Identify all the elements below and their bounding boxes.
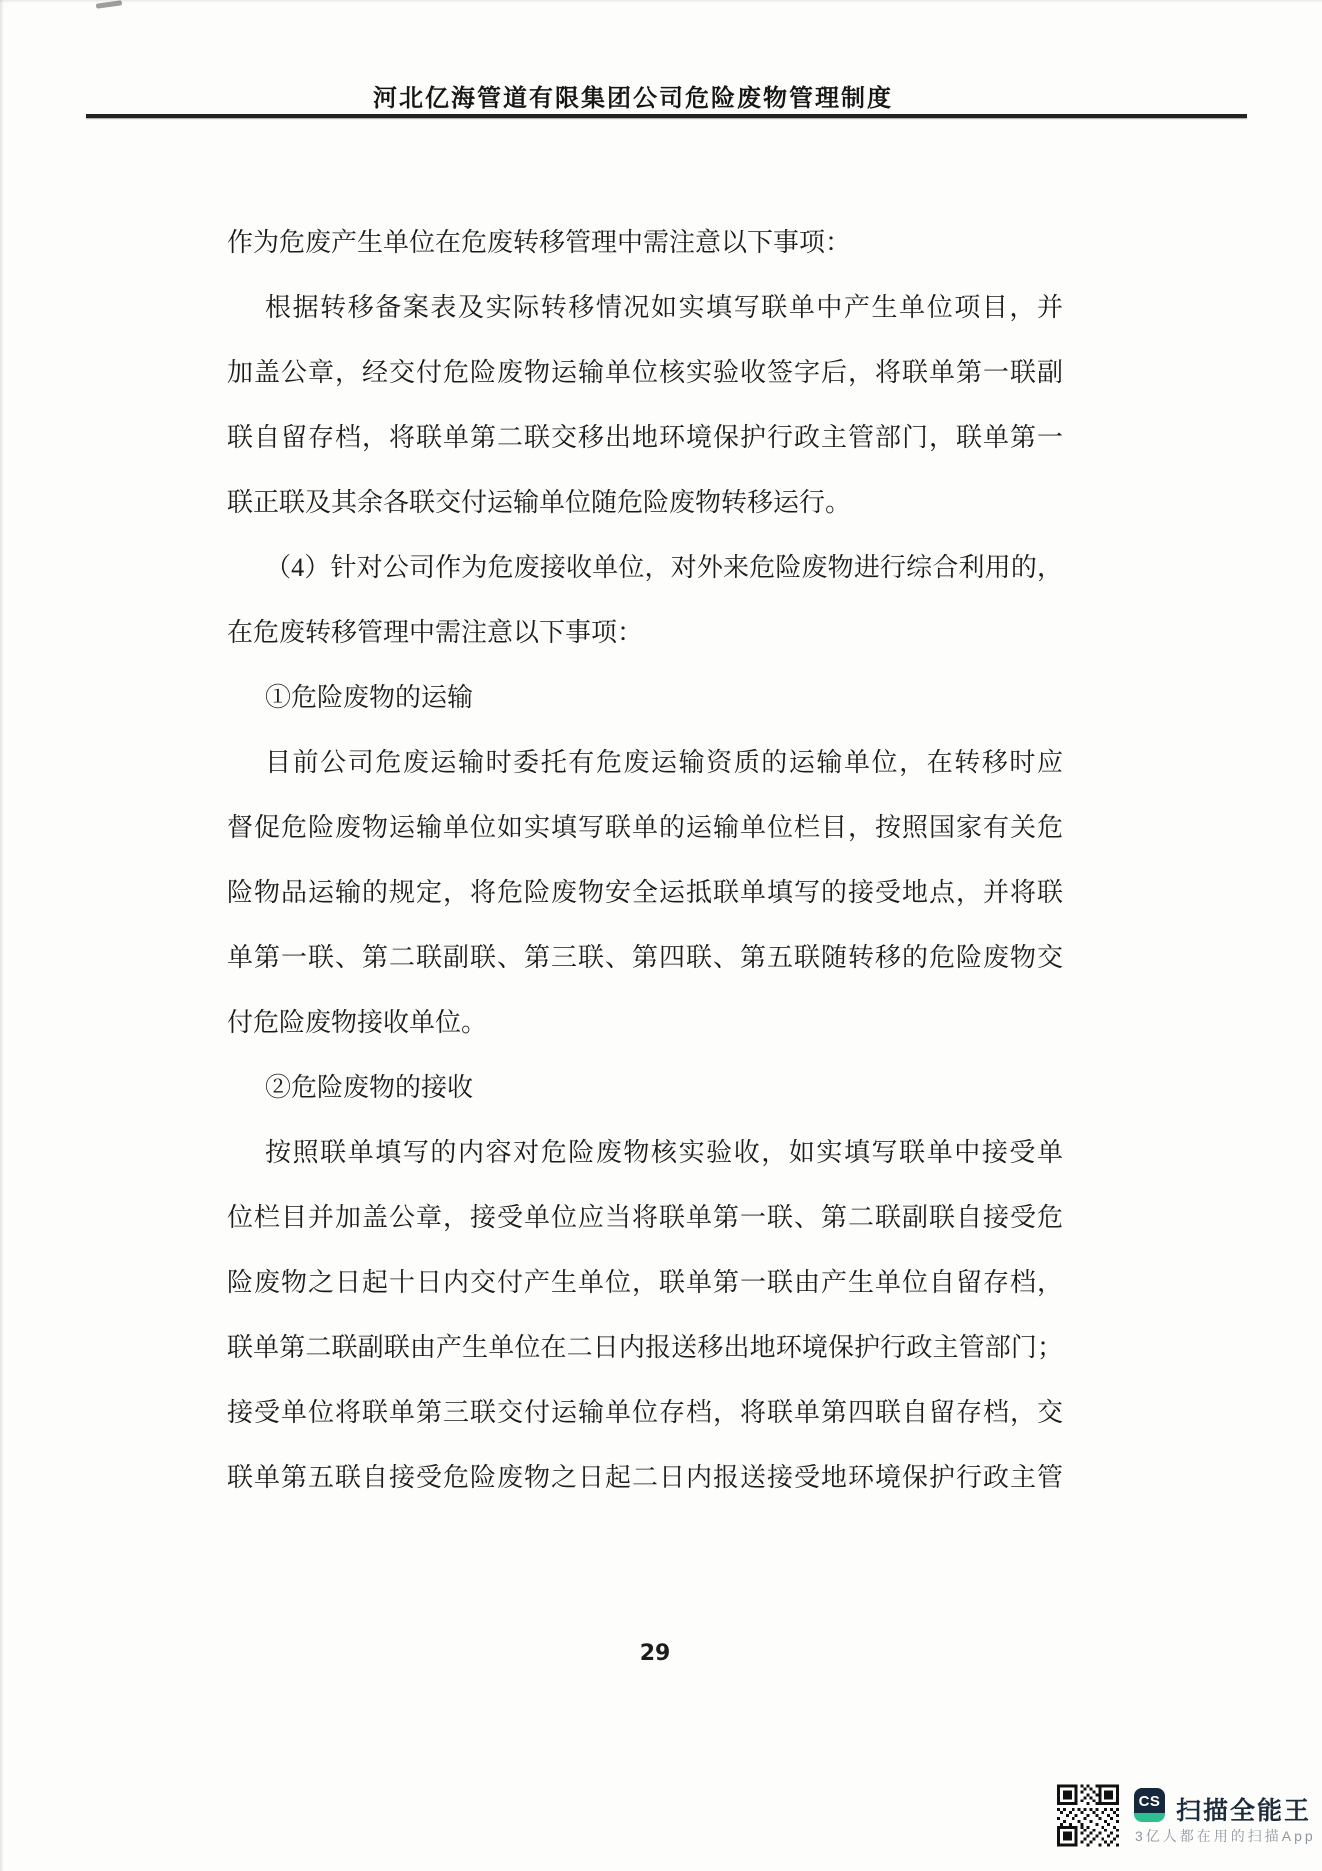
- camscanner-logo-text: CS: [1138, 1793, 1161, 1810]
- header-title: 河北亿海管道有限集团公司危险废物管理制度: [373, 86, 893, 112]
- text-line: 督促危险废物运输单位如实填写联单的运输单位栏目，按照国家有关危: [227, 813, 1063, 842]
- text-line: 联单第五联自接受危险废物之日起二日内报送接受地环境保护行政主管: [227, 1463, 1063, 1492]
- text-line: 险物品运输的规定，将危险废物安全运抵联单填写的接受地点，并将联: [227, 878, 1063, 907]
- text-line: 加盖公章，经交付危险废物运输单位核实验收签字后，将联单第一联副: [227, 358, 1063, 387]
- text-line: 单第一联、第二联副联、第三联、第四联、第五联随转移的危险废物交: [227, 943, 1063, 972]
- header-rule: [86, 114, 1247, 118]
- text-line: 联自留存档，将联单第二联交移出地环境保护行政主管部门，联单第一: [227, 423, 1063, 452]
- text-line: ②危险废物的接收: [265, 1073, 474, 1102]
- text-line: 险废物之日起十日内交付产生单位，联单第一联由产生单位自留存档，: [227, 1268, 1063, 1297]
- text-line: 在危废转移管理中需注意以下事项：: [227, 618, 644, 647]
- text-line: 付危险废物接收单位。: [227, 1008, 488, 1037]
- scan-edge-shadow-top: [0, 0, 1322, 3]
- text-line: 按照联单填写的内容对危险废物核实验收，如实填写联单中接受单: [265, 1138, 1063, 1167]
- text-line: 位栏目并加盖公章，接受单位应当将联单第一联、第二联副联自接受危: [227, 1203, 1063, 1232]
- text-line: 接受单位将联单第三联交付运输单位存档，将联单第四联自留存档，交: [227, 1398, 1063, 1427]
- watermark-app-name: 扫描全能王: [1176, 1797, 1312, 1825]
- text-line: 联单第二联副联由产生单位在二日内报送移出地环境保护行政主管部门；: [227, 1333, 1063, 1362]
- text-line: 目前公司危废运输时委托有危废运输资质的运输单位，在转移时应: [265, 748, 1063, 777]
- body-text: [227, 210, 1063, 1510]
- page-number: 29: [639, 1641, 671, 1666]
- text-line: 联正联及其余各联交付运输单位随危险废物转移运行。: [227, 488, 852, 517]
- text-line: （4）针对公司作为危废接收单位，对外来危险废物进行综合利用的，: [265, 553, 1063, 582]
- text-line: ①危险废物的运输: [265, 683, 474, 712]
- scan-edge-shadow-left: [0, 0, 4, 1871]
- text-line: 作为危废产生单位在危废转移管理中需注意以下事项：: [227, 228, 852, 257]
- qr-code-icon: [1057, 1782, 1119, 1849]
- camscanner-logo-icon: [1134, 1788, 1165, 1822]
- watermark-tagline: 3亿人都在用的扫描App: [1135, 1828, 1316, 1844]
- text-line: 根据转移备案表及实际转移情况如实填写联单中产生单位项目，并: [265, 293, 1063, 322]
